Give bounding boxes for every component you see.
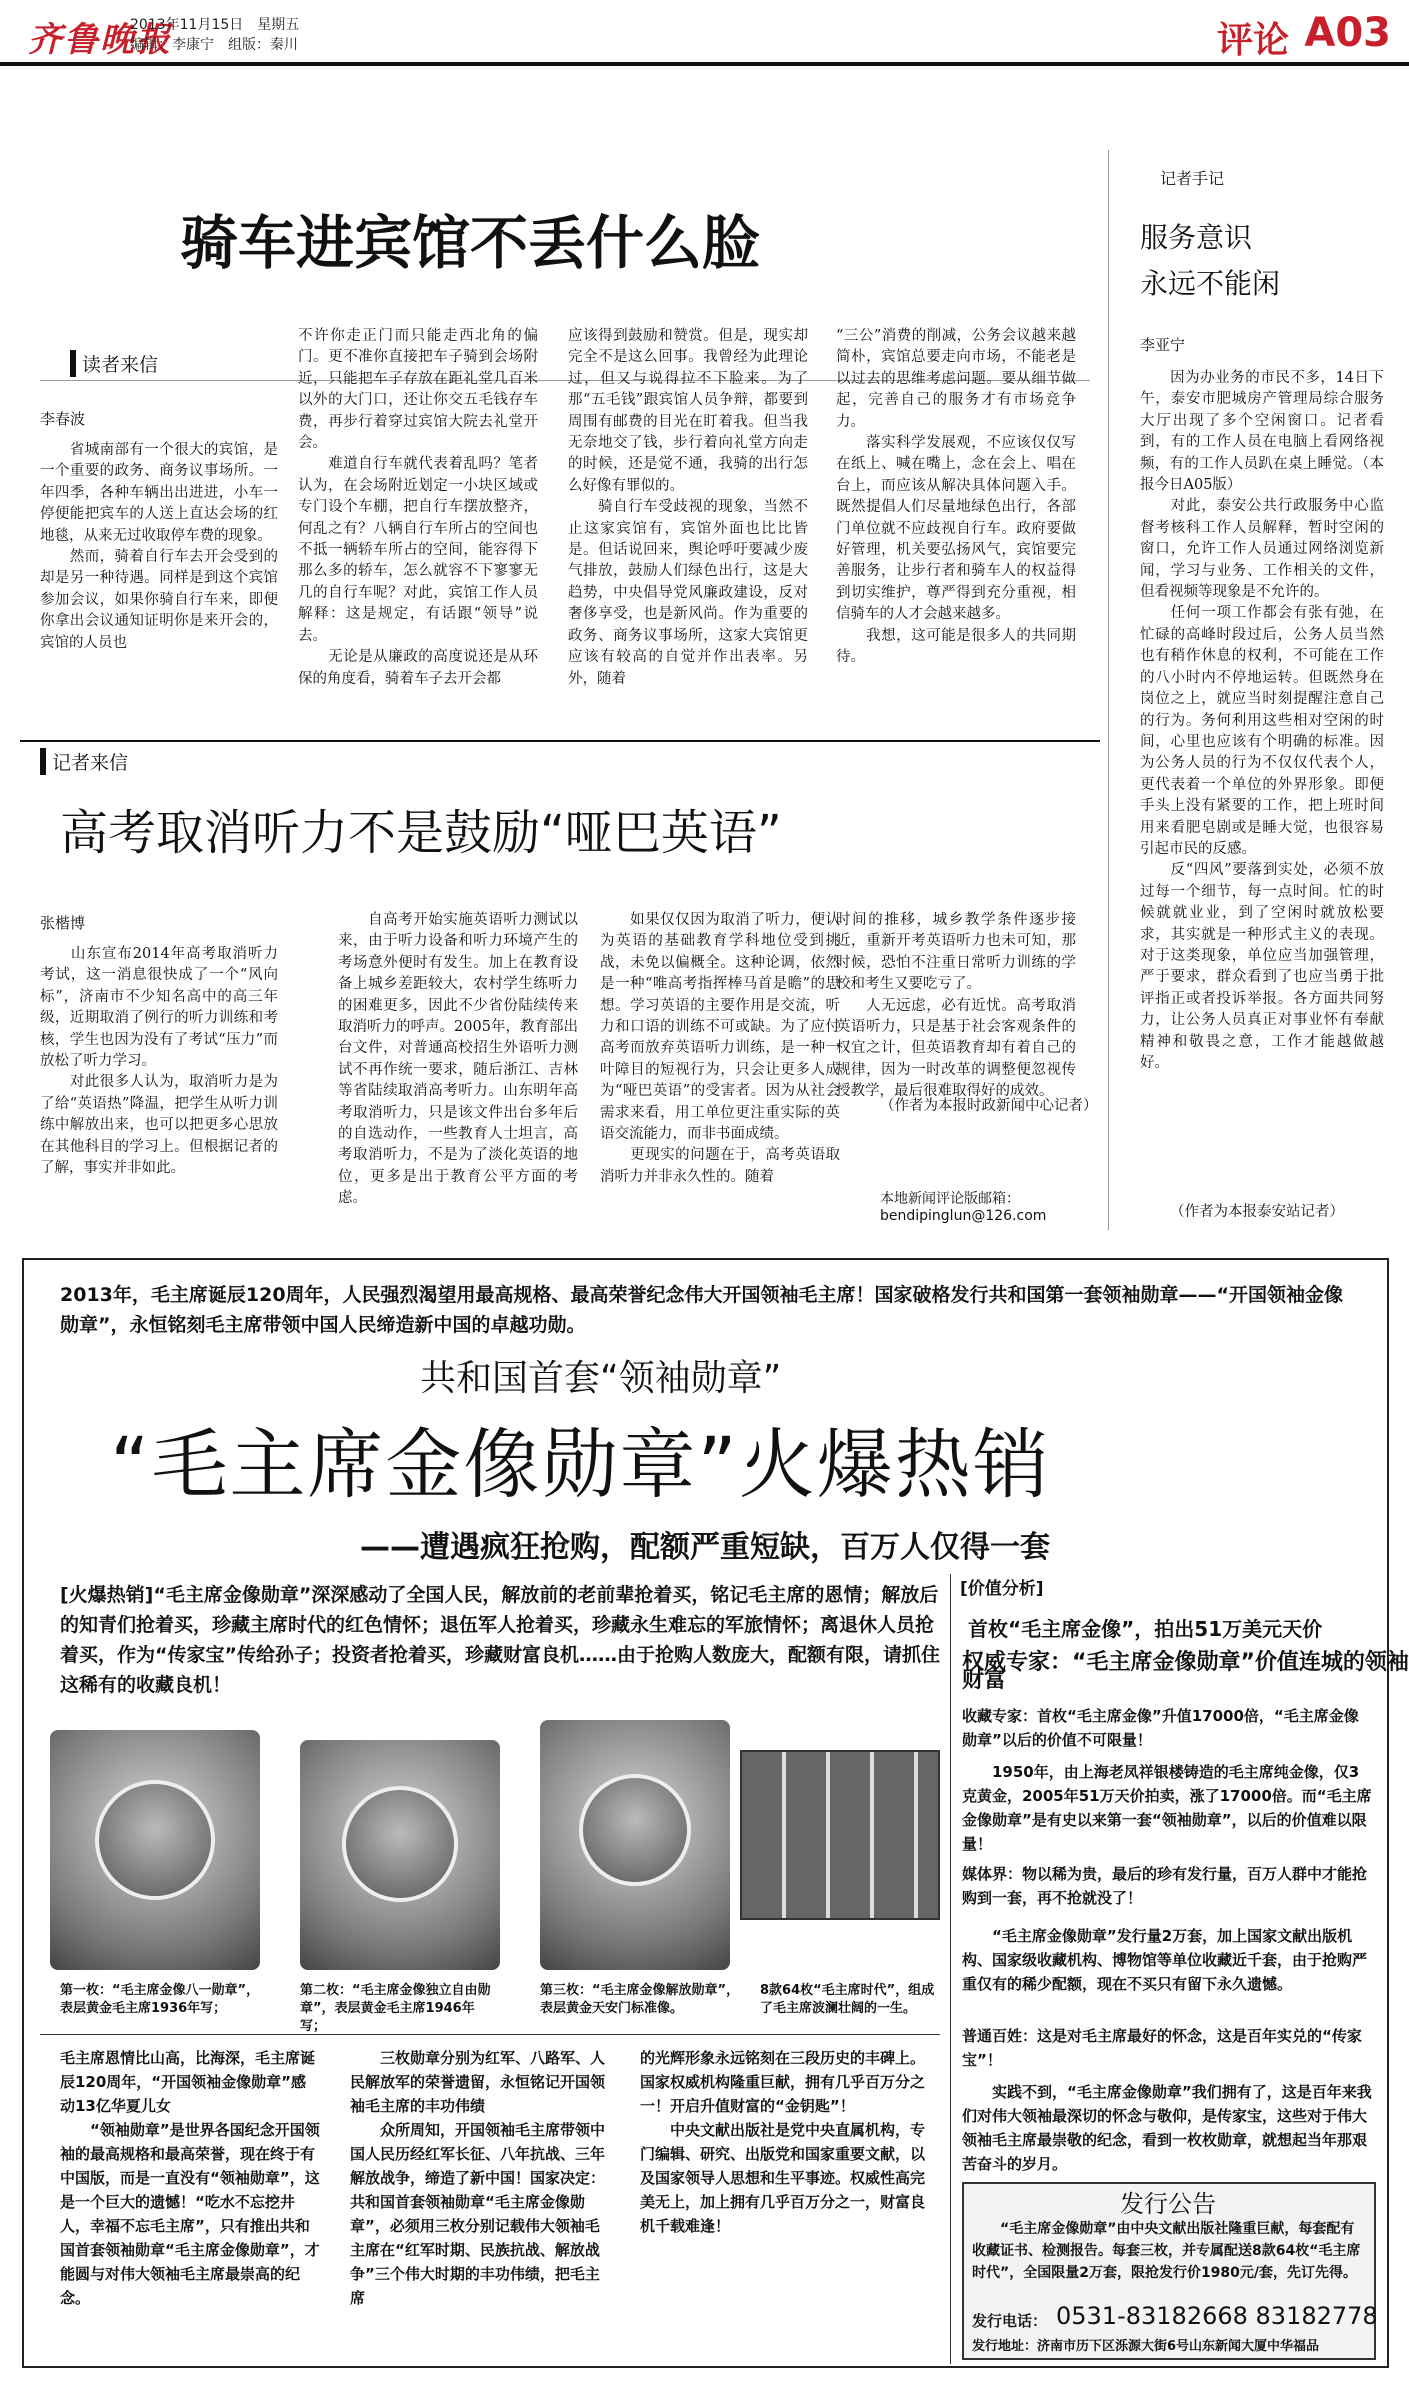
notice-title: 发行公告 bbox=[1120, 2190, 1216, 2218]
stamp-collection-image bbox=[740, 1750, 940, 1920]
masthead-rule bbox=[0, 62, 1409, 66]
ad-headline: “毛主席金像勋章”火爆热销 bbox=[110, 1420, 1051, 1509]
value-p4: “毛主席金像勋章”发行量2万套，加上国家文献出版机构、国家级收藏机构、博物馆等单位收藏近千套，由于抢购严重仅有的稀少配额，现在不买只有留下永久遗憾。 bbox=[962, 1927, 1368, 1993]
medal-image-2 bbox=[300, 1740, 500, 1970]
email-address: bendipinglun@126.com bbox=[880, 1208, 1047, 1224]
value-p5: 普通百姓：这是对毛主席最好的怀念，这是百年实兑的“传家宝”！ bbox=[962, 2027, 1362, 2069]
section-label: 评论 bbox=[1216, 20, 1289, 61]
notice-address: 发行地址：济南市历下区泺源大街6号山东新闻大厦中华福品 bbox=[972, 2339, 1320, 2354]
hotline-number: 0531-83182668 83182778 bbox=[1056, 2302, 1378, 2330]
notice-body: “毛主席金像勋章”由中央文献出版社隆重巨献，每套配有收藏证书、检测报告。每套三枚，并专属配送8款64枚“毛主席时代”，全国限量2万套，限抢发行价1980元/套，先订先得。 bbox=[972, 2221, 1361, 2281]
article1-col2: 不许你走正门而只能走西北角的偏门。更不准你直接把车子骑到会场附近，只能把车子存放在距礼堂几百米以外的大门口，还让你交五毛钱存车费，再步行着穿过宾馆大院去礼堂开会。 难道自行车就代表着乱吗？笔者认为，在会场附近划定一小块区域或专门设个车棚，把自行车摆放整齐，何乱之有？八辆自行车所占的空间也不抵一辆轿车所占的空间，能容得下那么多的轿车，怎么就容不下寥寥无几的自行车呢？对此，宾馆工作人员解释：这是规定，有话跟“领导”说去。 无论是从廉政的高度说还是从环保的角度看，骑着车子去开会都 bbox=[298, 328, 538, 687]
article1-col3: 应该得到鼓励和赞赏。但是，现实却完全不是这么回事。我曾经为此理论过，但又与说得拉不下脸来。为了那“五毛钱”跟宾馆人员争辩，都要到周围有邮费的目光在盯着我。但当我无奈地交了钱，步行着向礼堂方向走的时候，还是觉不通，我骑的出行怎么好像有罪似的。 骑自行车受歧视的现象，当然不止这家宾馆有，宾馆外面也比比皆是。但话说回来，舆论呼吁要减少废气排放，鼓励人们绿色出行，这是大趋势，中央倡导党风廉政建设，反对奢侈享受，也是新风尚。作为重要的政务、商务议事场所，这家大宾馆更应该有较高的自觉并作出表率。另外，随着 bbox=[568, 328, 808, 687]
medal-portrait-3 bbox=[579, 1774, 691, 1886]
medal-portrait-1 bbox=[95, 1780, 215, 1900]
medal-caption-1: 第一枚：“毛主席金像八一勋章”，表层黄金毛主席1936年写； bbox=[60, 1983, 260, 2016]
ad-lead: [火爆热销]“毛主席金像勋章”深深感动了全国人民，解放前的老前辈抢着买，铭记毛主席的恩情；解放后的知青们抢着买，珍藏主席时代的红色情怀；退伍军人抢着买，珍藏永生难忘的军旅情怀；离退休人员抢着买，作为“传家宝”传给孙子；投资者抢着买，珍藏财富良机……由于抢购人数庞大，配额有限，请抓住这稀有的收藏良机！ bbox=[60, 1584, 940, 1696]
sidebar-rule bbox=[1108, 150, 1109, 1230]
ad-subtitle: 共和国首套“领袖勋章” bbox=[420, 1358, 782, 1399]
article2-col4: 时间的推移，城乡教学条件逐步接近，重新开考英语听力也未可知，那时候，恐怕不注重日常听力训练的学校和考生又要吃亏了。 人无远虑，必有近忧。高考取消英语听力，只是基于社会客观条件的权宜之计，但英语教育却有着自己的规律，因为一时改革的调整便忽视传授教学，最后很难取得好的成效。 bbox=[836, 912, 1076, 1100]
ad-bottom-col1: 毛主席恩情比山高，比海深，毛主席诞辰120周年，“开国领袖金像勋章”感动13亿华夏儿女 “领袖勋章”是世界各国纪念开国领袖的最高规格和最高荣誉，现在终于有中国版，而是一直没有“领袖勋章”，这是一个巨大的遗憾！“吃水不忘挖井人，幸福不忘毛主席”，只有推出共和国首套领袖勋章“毛主席金像勋章”，才能圆与对伟大领袖毛主席最崇高的纪念。 bbox=[60, 2049, 320, 2307]
value-p2: 1950年，由上海老凤祥银楼铸造的毛主席纯金像，仅3克黄金，2005年51万天价拍卖，涨了17000倍。而“毛主席金像勋章”是有史以来第一套“领袖勋章”，以后的价值难以限量！ bbox=[962, 1763, 1372, 1853]
article2-title: 高考取消听力不是鼓励“哑巴英语” bbox=[60, 805, 782, 861]
value-p6: 实践不到，“毛主席金像勋章”我们拥有了，这是百年来我们对伟大领袖最深切的怀念与敬仰，是传家宝，这些对于伟大领袖毛主席最崇敬的纪念，看到一枚枚勋章，就想起当年那艰苦奋斗的岁月。 bbox=[962, 2083, 1372, 2173]
page-number: A03 bbox=[1304, 10, 1391, 56]
editor-line: 编辑：李康宁 组版：秦川 bbox=[130, 37, 298, 53]
medal-image-3 bbox=[540, 1720, 730, 1970]
article2-author: 张楷博 bbox=[40, 914, 86, 932]
ad-column-rule bbox=[950, 1574, 951, 2364]
article1-title: 骑车进宾馆不丢什么脸 bbox=[180, 209, 761, 277]
article1-tag: 读者来信 bbox=[70, 350, 158, 377]
sidebar-body: 因为办业务的市民不多，14日下午，泰安市肥城房产管理局综合服务大厅出现了多个空闲窗口。记者看到，有的工作人员在电脑上看网络视频，有的工作人员趴在桌上睡觉。（本报今日A05版） 对此，泰安公共行政服务中心监督考核科工作人员解释，暂时空闲的窗口，允许工作人员通过网络浏览新闻，学习与业务、工作相关的文件，但看视频等现象是不允许的。 任何一项工作都会有张有弛，在忙碌的高峰时段过后，公务人员当然也有稍作休息的权利，不可能在工作的八小时内不停地运转。但既然身在岗位之上，就应当时刻提醒注意自己的行为。务何利用这些相对空闲的时间，心里也应该有个明确的标准。因为公务人员的行为不仅仅代表个人，更代表着一个单位的外界形象。即便手头上没有紧要的工作，把上班时间用来看肥皂剧或是睡大觉，也很容易引起市民的反感。 反“四风”要落到实处，必须不放过每一个细节，每一点时间。忙的时候就就业业，到了空闲时就放松要求，其实就是一种形式主义的表现。对于这类现象，单位应当加强管理，严于要求，群众看到了也应当勇于批评指正或者投诉举报。各方面共同努力，让公务人员真正对事业怀有奉献精神和敬畏之意，工作才能越做越好。 bbox=[1140, 370, 1384, 1071]
article1-col4: “三公”消费的削减，公务会议越来越简朴，宾馆总要走向市场，不能老是以过去的思维考虑问题。要从细节做起，完善自己的服务才有市场竞争力。 落实科学发展观，不应该仅仅写在纸上、喊在嘴上，念在会上、唱在台上，而应该从解决具体问题入手。既然提倡人们尽量地绿色出行，各部门单位就不应歧视自行车。政府要做好管理，机关要弘扬风气，宾馆要完善服务，让步行者和骑车人的权益得到切实维护，尊严得到充分重视，相信骑车的人才会越来越多。 我想，这可能是很多人的共同期待。 bbox=[836, 328, 1076, 666]
value-p1: 收藏专家：首枚“毛主席金像”升值17000倍，“毛主席金像勋章”以后的价值不可限量！ bbox=[962, 1707, 1359, 1749]
value-p3: 媒体界：物以稀为贵，最后的珍有发行量，百万人群中才能抢购到一套，再不抢就没了！ bbox=[962, 1865, 1368, 1907]
article2-footer: （作者为本报时政新闻中心记者） bbox=[880, 1098, 1098, 1114]
article2-tag: 记者来信 bbox=[40, 748, 128, 775]
value-tag: [价值分析] bbox=[960, 1579, 1044, 1599]
medal-image-1 bbox=[50, 1730, 260, 1970]
email-label: 本地新闻评论版邮箱： bbox=[880, 1191, 1020, 1207]
ad-bottom-col3: 的光辉形象永远铭刻在三段历史的丰碑上。 国家权威机构隆重巨献，拥有几乎百万分之一！开启升值财富的“金钥匙”！ 中央文献出版社是党中央直属机构，专门编辑、研究、出版党和国家重要文献，以及国家领导人思想和生平事迹。权威性高完美无上，加上拥有几乎百万分之一，财富良机千载难逢！ bbox=[640, 2049, 926, 2235]
newspaper-logo: 齐鲁晚报 bbox=[28, 20, 172, 60]
date-line: 2013年11月15日 星期五 bbox=[130, 17, 300, 33]
value-head-1: 首枚“毛主席金像”，拍出51万美元天价 bbox=[968, 1617, 1323, 1641]
ad-intro: 2013年，毛主席诞辰120周年，人民强烈渴望用最高规格、最高荣誉纪念伟大开国领袖毛主席！国家破格发行共和国第一套领袖勋章——“开国领袖金像勋章”，永恒铭刻毛主席带领中国人民缔造新中国的卓越功勋。 bbox=[60, 1284, 1344, 1336]
sidebar-tag: 记者手记 bbox=[1160, 169, 1225, 188]
ad-divider bbox=[40, 2034, 940, 2035]
sidebar-footer: （作者为本报泰安站记者） bbox=[1170, 1204, 1344, 1220]
article2-col2: 自高考开始实施英语听力测试以来，由于听力设备和听力环境产生的考场意外便时有发生。加上在教育设备上城乡差距较大，农村学生练听力的困难更多，因此不少省份陆续传来取消听力的呼声。2005年，教育部出台文件，对普通高校招生外语听力测试不再作统一要求，随后浙江、吉林等省陆续取消高考听力。山东明年高考取消听力，只是该文件出台多年后的自选动作，一些教育人士坦言，高考取消听力，不是为了淡化英语的地位，更多是出于教育公平方面的考虑。 bbox=[338, 912, 578, 1207]
sidebar-title-1: 服务意识 bbox=[1140, 221, 1253, 254]
article1-author: 李春波 bbox=[40, 410, 86, 428]
stamp-caption: 8款64枚“毛主席时代”，组成了毛主席波澜壮阔的一生。 bbox=[760, 1983, 935, 2016]
sidebar-title-2: 永远不能闲 bbox=[1140, 267, 1281, 300]
article1-col1: 省城南部有一个很大的宾馆，是一个重要的政务、商务议事场所。一年四季，各种车辆出出进进，小车一停便能把宾车的人送上直达会场的红地毯，从来无过收取停车费的现象。 然而，骑着自行车去开会受到的却是另一种待遇。同样是到这个宾馆参加会议，如果你骑自行车来，即便你拿出会议通知证明你是来开会的，宾馆的人员也 bbox=[40, 442, 278, 651]
hotline-label: 发行电话： bbox=[972, 2312, 1048, 2330]
article2-col1: 山东宣布2014年高考取消听力考试，这一消息很快成了一个“风向标”，济南市不少知名高中的高三年级，近期取消了例行的听力训练和考核，学生也因为没有了考试“压力”而放松了听力学习。 对此很多人认为，取消听力是为了给“英语热”降温，把学生从听力训练中解放出来，也可以把更多心思放在其他科目的学习上。但根据记者的了解，事实并非如此。 bbox=[40, 946, 278, 1177]
ad-tagline: ——遭遇疯狂抢购，配额严重短缺，百万人仅得一套 bbox=[360, 1530, 1050, 1565]
medal-portrait-2 bbox=[342, 1786, 458, 1902]
article2-col3: 如果仅仅因为取消了听力，便认为英语的基础教育学科地位受到挑战，未免以偏概全。这种论调，依然是一种“唯高考指挥棒马首是瞻”的思想。学习英语的主要作用是交流，听力和口语的训练不可或缺。为了应付高考而放弃英语听力训练，是一种一叶障目的短视行为，只会让更多人成为“哑巴英语”的受害者。因为从社会需求来看，用工单位更注重实际的英语交流能力，而非书面成绩。 更现实的问题在于，高考英语取消听力并非永久性的。随着 bbox=[600, 912, 840, 1185]
medal-caption-2: 第二枚：“毛主席金像独立自由勋章”，表层黄金毛主席1946年写； bbox=[300, 1983, 491, 2034]
sidebar-author: 李亚宁 bbox=[1140, 336, 1186, 354]
value-head-2: 权威专家：“毛主席金像勋章”价值连城的领袖财富 bbox=[962, 1650, 1409, 1693]
ad-bottom-col2: 三枚勋章分别为红军、八路军、人民解放军的荣誉遗留，永恒铭记开国领袖毛主席的丰功伟绩 众所周知，开国领袖毛主席带领中国人民历经红军长征、八年抗战、三年解放战争，缔造了新中国！国家决定：共和国首套领袖勋章“毛主席金像勋章”，必须用三枚分别记载伟大领袖毛主席在“红军时期、民族抗战、解放战争”三个伟大时期的丰功伟绩，把毛主席 bbox=[350, 2049, 606, 2307]
section-divider bbox=[20, 740, 1100, 742]
medal-caption-3: 第三枚：“毛主席金像解放勋章”，表层黄金天安门标准像。 bbox=[540, 1983, 740, 2016]
